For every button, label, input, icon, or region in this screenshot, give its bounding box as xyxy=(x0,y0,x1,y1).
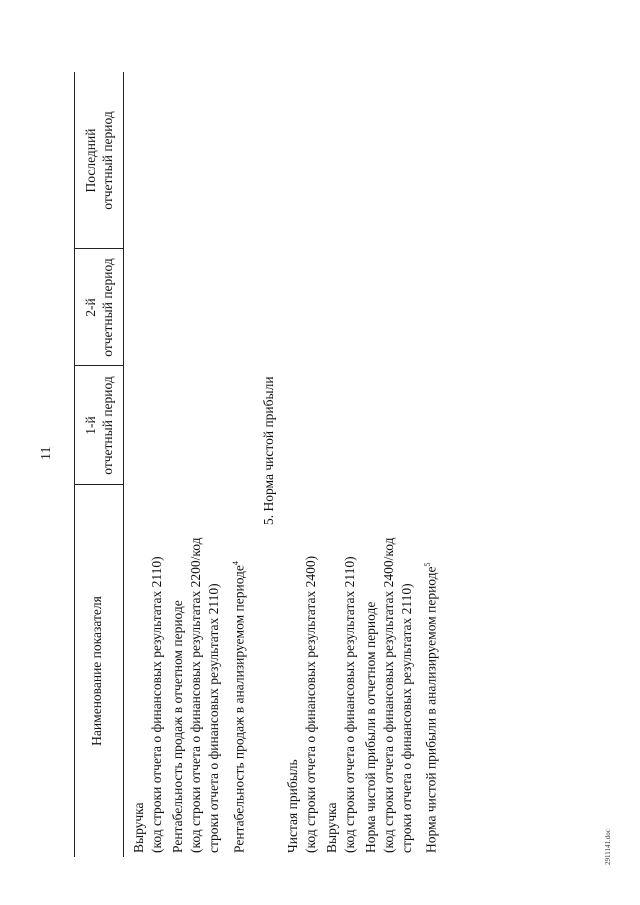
s5-row-1: (код строки отчета о финансовых результатах 2400) xyxy=(303,555,318,853)
header-period2-line1: 2-й xyxy=(83,298,98,317)
table-header-rule xyxy=(123,72,124,857)
header-period1-line2: отчетный период xyxy=(100,376,115,475)
s4-row-2: Рентабельность продаж в отчетном периоде xyxy=(170,600,185,853)
s5-row-7-text: Норма чистой прибыли в анализируемом периоде xyxy=(423,566,439,853)
s4-row-0: Выручка xyxy=(131,802,146,853)
header-period1-line1: 1-й xyxy=(83,416,98,435)
s5-footnote: 5 xyxy=(423,562,432,567)
s4-row-5 xyxy=(227,561,249,853)
s5-row-5: (код строки отчета о финансовых результатах 2400/код xyxy=(381,537,396,853)
s4-row-1: (код строки отчета о финансовых результатах 2110) xyxy=(149,556,164,853)
page-number: 11 xyxy=(39,446,54,460)
s5-row-0: Чистая прибыль xyxy=(285,759,300,853)
s5-row-3: (код строки отчета о финансовых результатах 2110) xyxy=(342,556,357,853)
s4-row-5-text: Рентабельность продаж в анализируемом периоде xyxy=(231,565,247,853)
section5-title: 5. Норма чистой прибыли xyxy=(261,376,276,525)
s5-row-7 xyxy=(419,562,441,853)
s5-row-2: Выручка xyxy=(324,802,339,853)
header-name: Наименование показателя xyxy=(89,596,104,746)
header-last-line1: Последний xyxy=(83,128,98,193)
s4-footnote: 4 xyxy=(231,561,240,566)
table-top-rule xyxy=(74,72,75,857)
s5-row-4: Норма чистой прибыли в отчетном периоде xyxy=(363,601,378,853)
header-last-line2: отчетный период xyxy=(100,111,115,210)
header-period2-line2: отчетный период xyxy=(100,258,115,357)
footer-filename: 2911141.doc xyxy=(604,829,612,865)
s4-row-3: (код строки отчета о финансовых результатах 2200/код xyxy=(188,537,203,853)
s4-row-4: строки отчета о финансовых результатах 2110) xyxy=(206,583,221,853)
s5-row-6: строки отчета о финансовых результатах 2110) xyxy=(399,583,414,853)
